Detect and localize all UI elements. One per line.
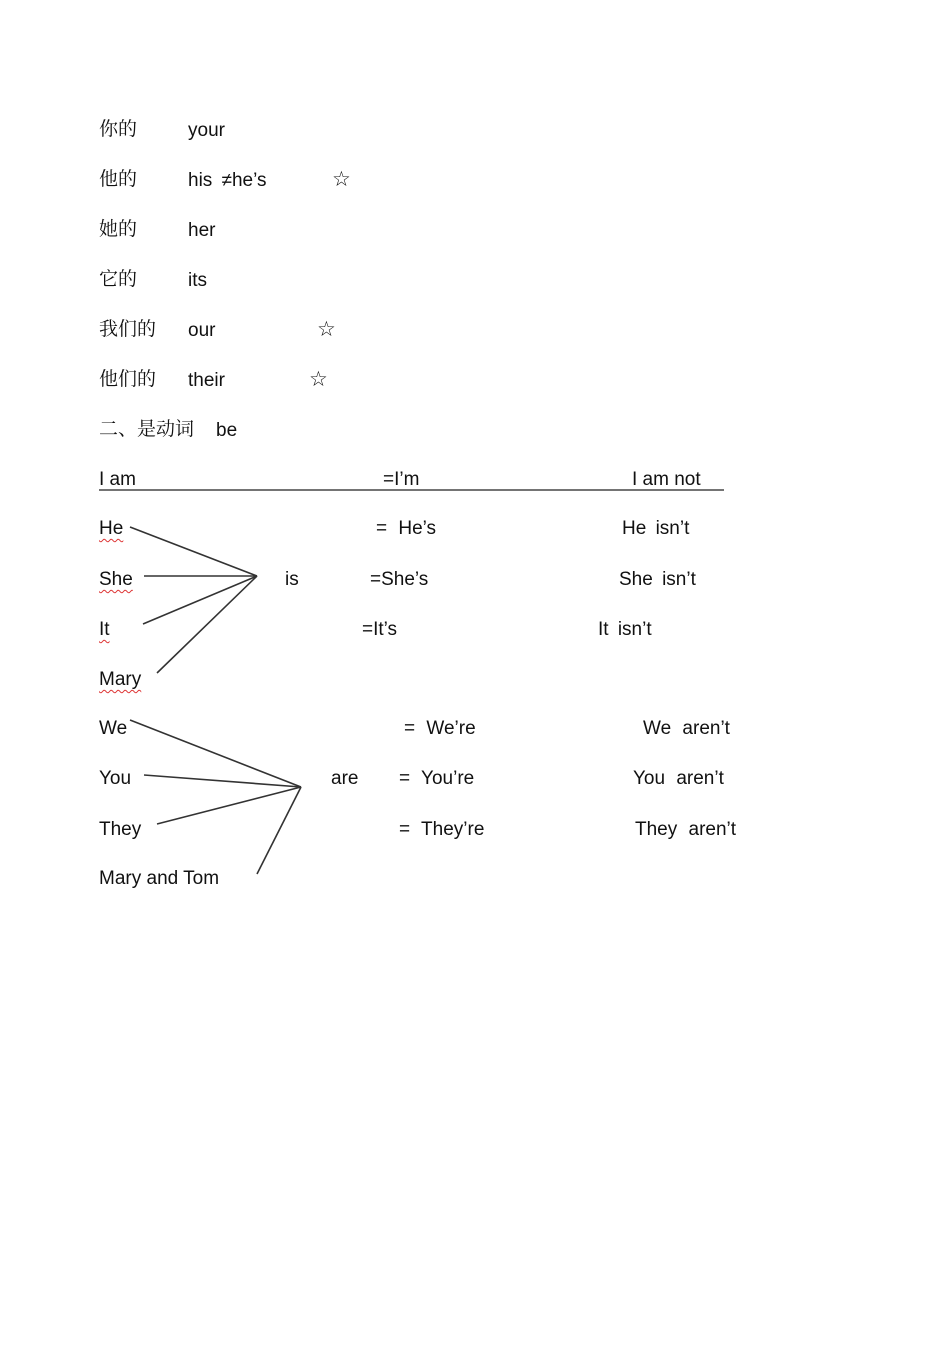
is-connectors <box>130 527 257 673</box>
cn-her: 她的 <box>99 218 138 240</box>
en-its: its <box>188 270 207 291</box>
is-contraction-she: =She’s <box>370 569 429 590</box>
are-verb: are <box>331 768 359 789</box>
star-icon: ☆ <box>309 367 328 391</box>
are-contraction-you: = You’re <box>399 768 475 789</box>
is-negative-he: He isn’t <box>622 518 690 539</box>
en-her: her <box>188 220 216 241</box>
are-subject-you: You <box>99 768 132 789</box>
are-subject-we: We <box>99 718 128 739</box>
cn-his: 他的 <box>99 168 138 190</box>
is-negative-it: It isn’t <box>598 619 652 640</box>
section-heading-be: be <box>216 420 238 441</box>
is-subject-she: She <box>99 569 133 590</box>
star-icon: ☆ <box>317 317 336 341</box>
is-subject-mary: Mary <box>99 669 142 690</box>
are-contraction-they: = They’re <box>399 819 485 840</box>
star-icon: ☆ <box>332 167 351 191</box>
am-contraction: =I’m <box>383 469 420 490</box>
en-his: his ≠he’s <box>188 170 267 191</box>
cn-its: 它的 <box>99 268 138 290</box>
am-negative: I am not <box>632 469 701 490</box>
are-negative-we: We aren’t <box>643 718 730 739</box>
cn-your: 你的 <box>99 118 138 140</box>
cn-their: 他们的 <box>99 368 157 390</box>
are-subject-mary-and-tom: Mary and Tom <box>99 868 220 889</box>
section-heading: 二、是动词 <box>99 418 195 440</box>
is-subject-he: He <box>99 518 124 539</box>
are-subject-they: They <box>99 819 142 840</box>
en-our: our <box>188 320 216 341</box>
are-negative-they: They aren’t <box>635 819 737 840</box>
are-negative-you: You aren’t <box>633 768 724 789</box>
is-subject-it: It <box>99 619 110 640</box>
en-their: their <box>188 370 225 391</box>
is-verb: is <box>285 569 299 590</box>
cn-our: 我们的 <box>99 318 157 340</box>
are-connectors <box>130 720 301 874</box>
is-contraction-he: = He’s <box>376 518 437 539</box>
is-contraction-it: =It’s <box>362 619 398 640</box>
en-your: your <box>188 120 225 141</box>
am-subject: I am <box>99 469 136 490</box>
is-negative-she: She isn’t <box>619 569 696 590</box>
are-contraction-we: = We’re <box>404 718 476 739</box>
